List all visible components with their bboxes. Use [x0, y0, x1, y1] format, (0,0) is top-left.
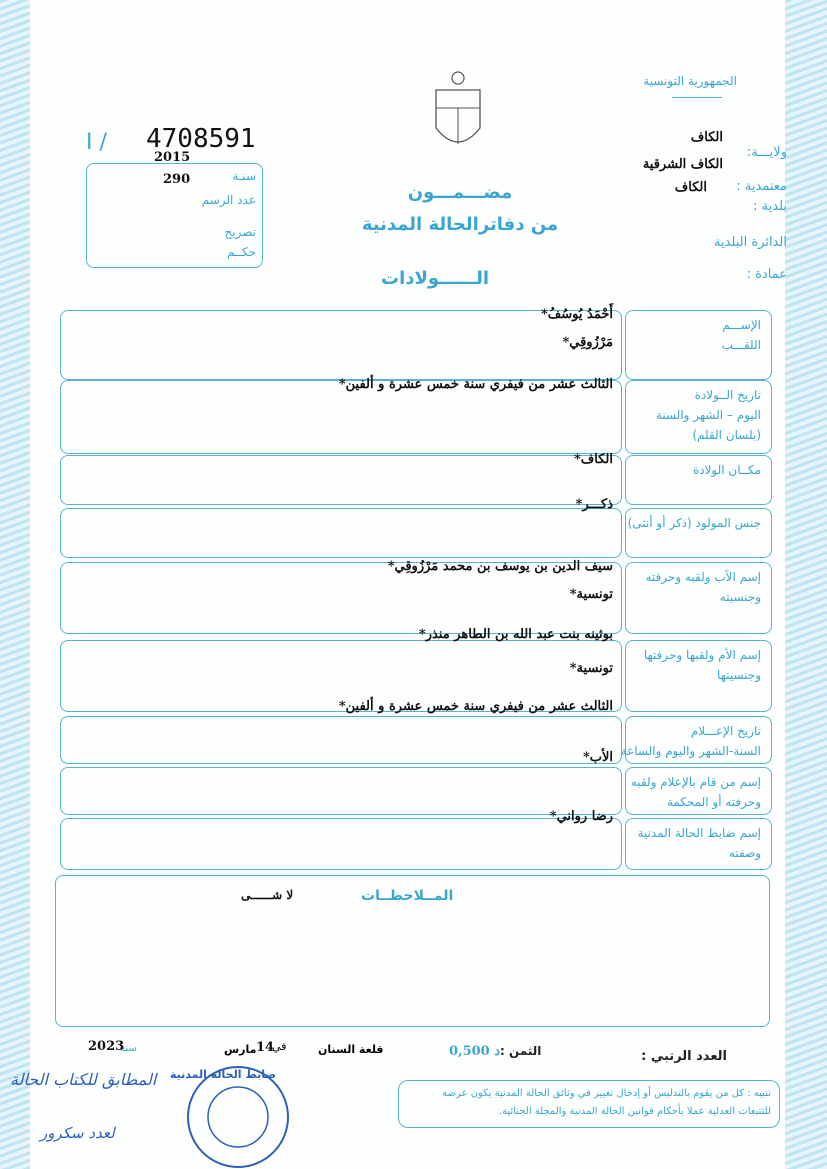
district-label: الدائرة البلدية [714, 235, 787, 250]
security-border-left [0, 0, 30, 1169]
price-value: 0,500 د [449, 1044, 501, 1059]
field-value: تونسية* [569, 587, 613, 602]
field-label: وحرفته أو المحكمة [666, 795, 761, 809]
delegation-label: معتمدية : [736, 179, 787, 194]
field-label: السنة-الشهر واليوم والساعة [620, 744, 761, 758]
field-label-box-name-surname [625, 310, 772, 380]
issue-month: مارس [224, 1043, 257, 1056]
field-label: وجنسيته [719, 590, 761, 604]
record-box [86, 163, 263, 268]
remarks-label: المــلاحظــات [361, 888, 454, 904]
issue-place: قلعة السنان [318, 1043, 384, 1056]
municipality-label: بلدية : [753, 199, 787, 214]
field-value: بوثينه بنت عبد الله بن الطاهر منذر* [418, 627, 613, 642]
record-number: 290 [163, 172, 191, 187]
remarks-value: لا شــــــى [241, 888, 294, 902]
serial-prefix: I / [86, 130, 107, 155]
field-label: اللقـــب [721, 338, 761, 352]
field-value: رضا رواني* [549, 809, 613, 824]
title-line1: مضـــمـــون [407, 182, 513, 203]
handwritten-note: المطابق للكتاب الحالة [10, 1070, 157, 1089]
field-value: ذكـــر* [575, 497, 613, 512]
field-label: إسم الأب ولقبه وحرفته [645, 570, 761, 584]
field-label: تاريخ الإعـــلام [690, 724, 761, 738]
field-label: إسم من قام بالإعلام ولقبه [630, 775, 761, 789]
field-label: اليوم – الشهر والسنة [655, 408, 761, 422]
field-value-box-birth-place [60, 452, 622, 505]
wilaya-label: ولايـــة: [746, 145, 787, 160]
field-value-box-declaration-date [60, 699, 622, 764]
field-label-box-sex [625, 508, 772, 558]
municipality-value: الكاف [674, 180, 707, 195]
handwritten-signature: لعدد سكرور [40, 1124, 115, 1142]
republic-label: الجمهورية التونسية [643, 74, 737, 88]
year-label: سنة [120, 1043, 137, 1054]
field-value: الأب* [582, 750, 613, 765]
field-label-box-declarant [625, 767, 772, 815]
warning-text: تنبيه : كل من يقوم بالتدليس أو إدخال تغيير في وثائق الحالة المدنية يكون عرضة للتتبعات العدلية عملا بأحكام قوانين الحالة المدنية والمجلة الجنائية. [442, 1088, 771, 1117]
issue-year: 2023 [88, 1039, 125, 1054]
remarks-box [55, 875, 770, 1027]
title-line2: من دفاترالحالة المدنية [361, 214, 559, 235]
delegation-value: الكاف الشرقية [642, 157, 723, 172]
divider [672, 97, 722, 98]
year-label: سنـة [232, 169, 256, 183]
field-value: الثالث عشر من فيفري سنة خمس عشرة و ألفين* [338, 377, 613, 392]
omada-label: عمادة : [746, 267, 787, 282]
field-label-box-father [625, 562, 772, 634]
field-label-box-birth-place [625, 455, 772, 505]
field-value-box-name-surname [60, 307, 622, 380]
price-label: الثمن : [500, 1044, 542, 1058]
coat-of-arms-emblem [430, 68, 486, 158]
security-border-right [785, 0, 827, 1169]
field-value: الكاف* [574, 452, 613, 467]
field-value-box-sex [60, 497, 622, 558]
date-prefix: في [272, 1040, 287, 1053]
field-label-box-birth-date [625, 380, 772, 454]
warning-box [398, 1080, 780, 1128]
field-label-box-mother [625, 640, 772, 712]
wilaya-value: الكاف [690, 130, 723, 145]
serial-label: العدد الرتبي : [641, 1049, 727, 1064]
stamp-text: ضابط الحالة المدنية [170, 1068, 277, 1081]
field-label: إسم الأم ولقبها وحرفتها [643, 648, 761, 662]
section-title: الــــــولادات [380, 268, 490, 289]
field-label: وصفته [728, 846, 761, 860]
field-value-box-father [60, 559, 622, 634]
record-year: 2015 [154, 150, 191, 165]
field-value: تونسية* [569, 661, 613, 676]
field-label: جنس المولود (ذكر أو أنثى) [627, 516, 761, 530]
field-label: تاريخ الــولادة [694, 388, 761, 402]
field-value-box-birth-date [60, 377, 622, 454]
field-value: مَرْزُوقِي* [562, 335, 613, 350]
field-label-box-declaration-date [620, 716, 772, 764]
field-value-box-declarant [60, 750, 622, 815]
field-value: الثالث عشر من فيفري سنة خمس عشرة و ألفين* [338, 699, 613, 714]
field-value: سيف الدين بن يوسف بن محمد مَرْزُوقِي* [387, 559, 613, 574]
field-label-box-civil-officer [625, 818, 772, 870]
field-label: إسم ضابط الحالة المدنية [637, 826, 761, 840]
field-value-box-civil-officer [60, 809, 622, 870]
judgment-label: حكــم [226, 245, 256, 259]
record-number-label: عدد الرسم [201, 193, 256, 207]
declaration-label: تصريح [224, 225, 256, 239]
field-value: أَحْمَدُ يُوسُفُ* [541, 307, 613, 322]
field-label: (بلسان القلم) [692, 428, 761, 442]
field-label: الإســـم [722, 318, 761, 332]
issue-day: 14 [256, 1040, 275, 1055]
field-label: وجنسيتها [717, 668, 761, 682]
serial-number: 4708591 [146, 124, 256, 154]
field-label: مكــان الولادة [692, 463, 761, 477]
